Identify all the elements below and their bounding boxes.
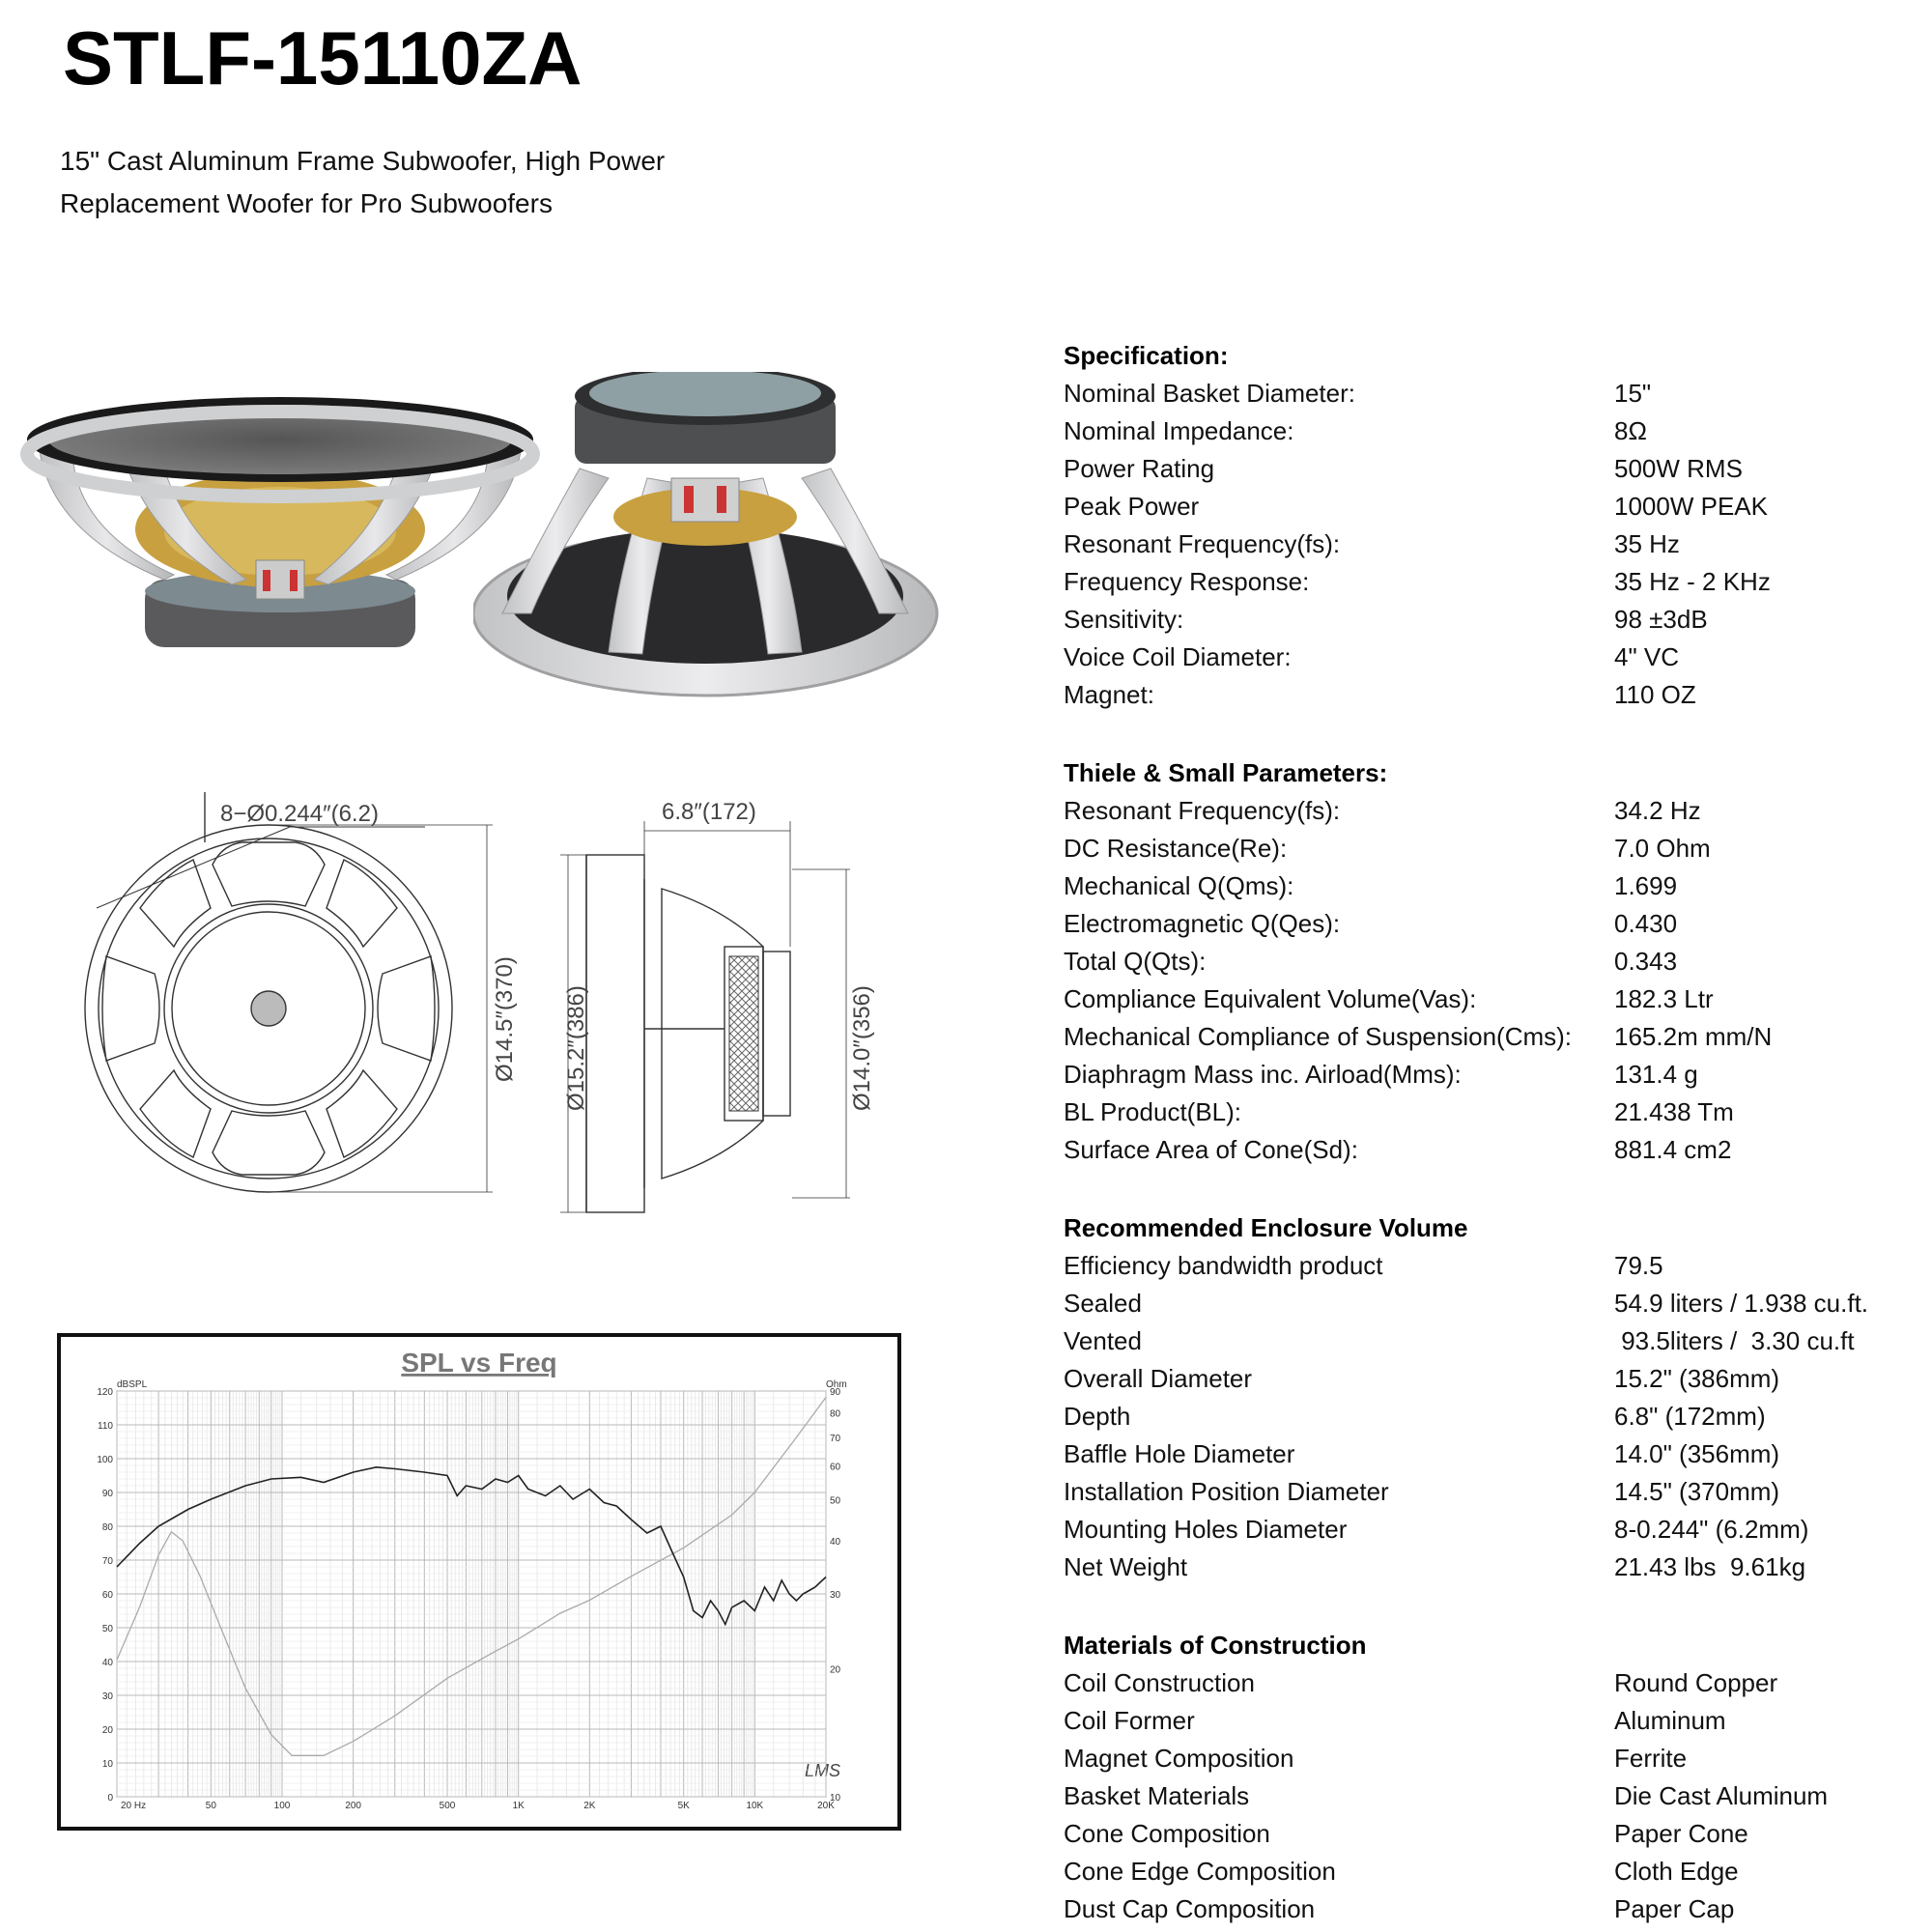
enclosure-row [1064, 1247, 1914, 1285]
ts_params-value: 34.2 Hz [1614, 796, 1701, 825]
y2-tick-label: 60 [830, 1462, 841, 1473]
specification-value: 15" [1614, 379, 1652, 408]
y-tick-label: 30 [101, 1691, 113, 1702]
y2-tick-label: 50 [830, 1495, 841, 1507]
ts_params-row [1064, 1131, 1914, 1169]
enclosure-value: 54.9 liters / 1.938 cu.ft. [1614, 1289, 1869, 1318]
specification-label: Peak Power [1064, 492, 1200, 521]
enclosure-value: 79.5 [1614, 1251, 1663, 1280]
ts-params-list [1064, 792, 1914, 1169]
ts_params-value: 881.4 cm2 [1614, 1135, 1732, 1164]
materials-value: Ferrite [1614, 1744, 1688, 1773]
enclosure-label: Mounting Holes Diameter [1064, 1515, 1348, 1544]
y-tick-label: 110 [98, 1421, 113, 1432]
enclosure-label: Net Weight [1064, 1552, 1188, 1581]
subtitle-line-2: Replacement Woofer for Pro Subwoofers [60, 188, 553, 218]
specification-value: 98 ±3dB [1614, 605, 1708, 634]
materials-row [1064, 1702, 1914, 1740]
enclosure-row [1064, 1398, 1914, 1435]
specification-row [1064, 526, 1914, 563]
materials-value: Paper Cone [1614, 1819, 1748, 1848]
y2-tick-label: 20 [830, 1664, 841, 1676]
materials-label: Coil Construction [1064, 1668, 1255, 1697]
ts_params-value: 165.2m mm/N [1614, 1022, 1773, 1051]
x-tick-label: 20K [817, 1801, 835, 1811]
y2-tick-label: 30 [830, 1590, 841, 1601]
specification-title: Specification: [1064, 341, 1229, 370]
materials-label: Basket Materials [1064, 1781, 1250, 1810]
enclosure-value: 6.8" (172mm) [1614, 1402, 1766, 1431]
y-tick-label: 60 [101, 1590, 113, 1601]
ts_params-row [1064, 905, 1914, 943]
materials-label: Cone Edge Composition [1064, 1857, 1336, 1886]
enclosure-label: Installation Position Diameter [1064, 1477, 1389, 1506]
product-title: STLF-15110ZA [63, 15, 582, 100]
materials-label: Magnet Composition [1064, 1744, 1294, 1773]
enclosure-value: 8-0.244" (6.2mm) [1614, 1515, 1809, 1544]
specification-value: 500W RMS [1614, 454, 1743, 483]
specification-row [1064, 375, 1914, 412]
enclosure-value: 15.2" (386mm) [1614, 1364, 1780, 1393]
y-tick-label: 0 [107, 1793, 113, 1804]
specification-label: Magnet: [1064, 680, 1154, 709]
lms-logo: LMS [805, 1761, 841, 1780]
ts_params-label: Total Q(Qts): [1064, 947, 1207, 976]
specification-value: 35 Hz - 2 KHz [1614, 567, 1771, 596]
enclosure-row [1064, 1322, 1914, 1360]
enclosure-row [1064, 1511, 1914, 1548]
materials-value: Paper Cap [1614, 1894, 1735, 1923]
specification-label: Sensitivity: [1064, 605, 1184, 634]
specification-value: 8Ω [1614, 416, 1647, 445]
y2-tick-label: 80 [830, 1408, 841, 1420]
materials-label: Cone Composition [1064, 1819, 1270, 1848]
drawing-front-view [77, 792, 580, 1236]
x-tick-label: 50 [205, 1801, 216, 1811]
materials-row [1064, 1740, 1914, 1777]
x-tick-label: 500 [439, 1801, 456, 1811]
enclosure-value: 14.0" (356mm) [1614, 1439, 1780, 1468]
dim-baffle-diameter: Ø14.0″(356) [849, 985, 875, 1111]
materials-label: Coil Former [1064, 1706, 1195, 1735]
specification-value: 35 Hz [1614, 529, 1680, 558]
ts_params-value: 21.438 Tm [1614, 1097, 1734, 1126]
specification-row [1064, 601, 1914, 639]
x-tick-label: 1K [512, 1801, 525, 1811]
drawing-side-view [560, 802, 889, 1227]
ts_params-label: Surface Area of Cone(Sd): [1064, 1135, 1358, 1164]
specification-row [1064, 639, 1914, 676]
ts_params-label: BL Product(BL): [1064, 1097, 1242, 1126]
ts_params-row [1064, 1056, 1914, 1094]
materials-value: Aluminum [1614, 1706, 1726, 1735]
specification-row [1064, 676, 1914, 714]
x-tick-label: 5K [677, 1801, 690, 1811]
specification-label: Power Rating [1064, 454, 1215, 483]
materials-value: Die Cast Aluminum [1614, 1781, 1829, 1810]
ts-params-title: Thiele & Small Parameters: [1064, 758, 1388, 787]
enclosure-label: Vented [1064, 1326, 1142, 1355]
ts_params-row [1064, 1094, 1914, 1131]
specification-row [1064, 488, 1914, 526]
specification-label: Voice Coil Diameter: [1064, 642, 1292, 671]
x-tick-label: 2K [583, 1801, 596, 1811]
ts_params-value: 0.430 [1614, 909, 1678, 938]
specification-label: Nominal Impedance: [1064, 416, 1294, 445]
enclosure-label: Sealed [1064, 1289, 1142, 1318]
ts_params-value: 7.0 Ohm [1614, 834, 1711, 863]
materials-value: Cloth Edge [1614, 1857, 1739, 1886]
enclosure-title: Recommended Enclosure Volume [1064, 1213, 1468, 1242]
specification-label: Resonant Frequency(fs): [1064, 529, 1341, 558]
enclosure-value: 14.5" (370mm) [1614, 1477, 1780, 1506]
ts_params-value: 131.4 g [1614, 1060, 1698, 1089]
specification-value: 110 OZ [1614, 680, 1696, 709]
materials-list [1064, 1664, 1914, 1928]
chart-title: SPL vs Freq [401, 1348, 557, 1378]
enclosure-row [1064, 1435, 1914, 1473]
impedance-series-line [117, 1398, 826, 1756]
materials-row [1064, 1853, 1914, 1890]
materials-row [1064, 1890, 1914, 1928]
x-tick-label: 200 [345, 1801, 362, 1811]
y-tick-label: 20 [101, 1725, 113, 1736]
y2-tick-label: 90 [830, 1387, 841, 1398]
enclosure-label: Overall Diameter [1064, 1364, 1253, 1393]
y-tick-label: 40 [101, 1658, 113, 1668]
y-tick-label: 10 [101, 1759, 113, 1770]
y-tick-label: 70 [101, 1556, 113, 1567]
spec-panel [1064, 336, 1914, 1928]
specification-list [1064, 375, 1914, 714]
materials-row [1064, 1664, 1914, 1702]
y2-tick-label: 10 [830, 1793, 841, 1804]
enclosure-label: Baffle Hole Diameter [1064, 1439, 1295, 1468]
dim-depth: 6.8″(172) [662, 802, 756, 825]
y-tick-label: 80 [101, 1522, 113, 1533]
subtitle-line-1: 15" Cast Aluminum Frame Subwoofer, High Power [60, 146, 666, 176]
enclosure-row [1064, 1285, 1914, 1322]
specification-row [1064, 450, 1914, 488]
ts_params-row [1064, 867, 1914, 905]
y-axis-label: dBSPL [117, 1379, 148, 1390]
materials-value: Round Copper [1614, 1668, 1778, 1697]
ts_params-label: Compliance Equivalent Volume(Vas): [1064, 984, 1477, 1013]
specification-label: Frequency Response: [1064, 567, 1310, 596]
x-tick-label: 20 Hz [121, 1801, 147, 1811]
y-tick-label: 100 [97, 1455, 113, 1465]
dim-install-diameter: Ø14.5″(370) [492, 956, 518, 1082]
ts_params-label: Electromagnetic Q(Qes): [1064, 909, 1341, 938]
product-subtitle [60, 140, 665, 225]
ts_params-value: 1.699 [1614, 871, 1678, 900]
enclosure-label: Depth [1064, 1402, 1131, 1431]
ts_params-row [1064, 943, 1914, 980]
enclosure-value: 21.43 lbs 9.61kg [1614, 1552, 1806, 1581]
y2-tick-label: 40 [830, 1537, 841, 1548]
specification-value: 1000W PEAK [1614, 492, 1768, 521]
spl-chart [61, 1337, 897, 1827]
ts_params-label: DC Resistance(Re): [1064, 834, 1288, 863]
spl-chart-frame [57, 1333, 901, 1831]
enclosure-value: 93.5liters / 3.30 cu.ft [1614, 1326, 1855, 1355]
y2-axis-label: Ohm [826, 1379, 847, 1390]
ts_params-row [1064, 830, 1914, 867]
specification-value: 4" VC [1614, 642, 1680, 671]
speaker-photo-back [473, 372, 947, 710]
materials-row [1064, 1815, 1914, 1853]
ts_params-value: 182.3 Ltr [1614, 984, 1714, 1013]
enclosure-list [1064, 1247, 1914, 1586]
ts_params-row [1064, 1018, 1914, 1056]
x-tick-label: 10K [746, 1801, 764, 1811]
y-tick-label: 90 [101, 1489, 113, 1499]
y-tick-label: 120 [97, 1387, 113, 1398]
specification-row [1064, 412, 1914, 450]
ts_params-row [1064, 792, 1914, 830]
y-tick-label: 50 [101, 1624, 113, 1634]
ts_params-label: Diaphragm Mass inc. Airload(Mms): [1064, 1060, 1462, 1089]
speaker-photo-front [19, 386, 541, 657]
x-tick-label: 100 [273, 1801, 291, 1811]
ts_params-value: 0.343 [1614, 947, 1678, 976]
enclosure-row [1064, 1548, 1914, 1586]
specification-row [1064, 563, 1914, 601]
enclosure-row [1064, 1473, 1914, 1511]
materials-row [1064, 1777, 1914, 1815]
ts_params-label: Mechanical Compliance of Suspension(Cms): [1064, 1022, 1573, 1051]
ts_params-row [1064, 980, 1914, 1018]
materials-title: Materials of Construction [1064, 1631, 1367, 1660]
enclosure-row [1064, 1360, 1914, 1398]
materials-label: Dust Cap Composition [1064, 1894, 1316, 1923]
enclosure-label: Efficiency bandwidth product [1064, 1251, 1383, 1280]
dim-mount-holes: 8−Ø0.244″(6.2) [220, 801, 379, 827]
ts_params-label: Mechanical Q(Qms): [1064, 871, 1294, 900]
dim-overall-diameter: Ø15.2″(386) [563, 985, 589, 1111]
specification-label: Nominal Basket Diameter: [1064, 379, 1355, 408]
y2-tick-label: 70 [830, 1434, 841, 1445]
ts_params-label: Resonant Frequency(fs): [1064, 796, 1341, 825]
